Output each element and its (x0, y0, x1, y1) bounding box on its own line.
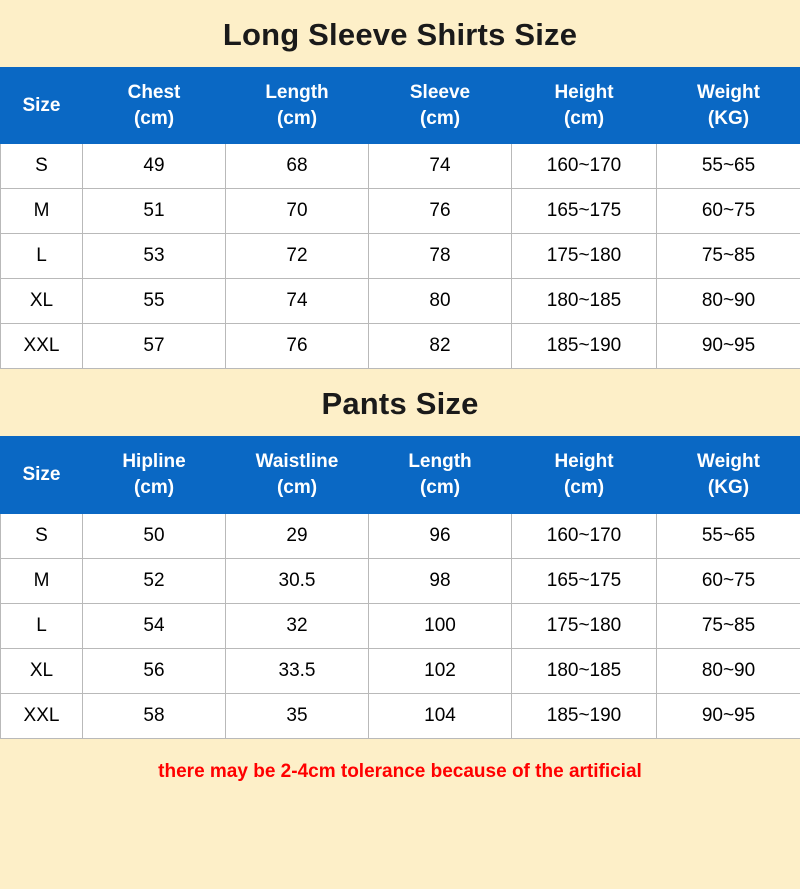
column-header-unit: (cm) (563, 107, 605, 129)
tolerance-note: there may be 2-4cm tolerance because of the artificial (0, 739, 800, 889)
column-header-hipline (83, 437, 226, 513)
cell-hipline: 56 (83, 648, 226, 693)
cell-length: 104 (369, 693, 512, 738)
table-row (1, 234, 800, 279)
column-header-unit: (cm) (276, 476, 318, 498)
table-row (1, 513, 800, 558)
cell-height: 175~180 (512, 603, 657, 648)
cell-height: 160~170 (512, 144, 657, 189)
cell-size: XXL (1, 324, 83, 369)
cell-size: L (1, 234, 83, 279)
cell-waistline: 29 (226, 513, 369, 558)
column-header-label: Weight (697, 451, 760, 473)
cell-hipline: 52 (83, 558, 226, 603)
cell-weight: 90~95 (657, 693, 800, 738)
cell-size: S (1, 513, 83, 558)
cell-weight: 55~65 (657, 144, 800, 189)
cell-chest: 53 (83, 234, 226, 279)
column-header-label: Height (554, 82, 614, 103)
shirts-title: Long Sleeve Shirts Size (0, 0, 800, 67)
column-header-unit: (cm) (276, 107, 318, 129)
cell-hipline: 58 (83, 693, 226, 738)
table-row (1, 189, 800, 234)
cell-chest: 57 (83, 324, 226, 369)
table-row (1, 693, 800, 738)
column-header-weight (657, 437, 800, 513)
column-header-unit: (cm) (563, 476, 605, 498)
cell-size: S (1, 144, 83, 189)
cell-weight: 80~90 (657, 279, 800, 324)
column-header-label: Waistline (255, 451, 339, 473)
cell-waistline: 33.5 (226, 648, 369, 693)
table-row (1, 279, 800, 324)
column-header-unit: (cm) (419, 476, 461, 498)
cell-size: L (1, 603, 83, 648)
column-header-label: Chest (127, 82, 181, 103)
cell-sleeve: 80 (369, 279, 512, 324)
cell-height: 180~185 (512, 279, 657, 324)
column-header-label: Height (554, 451, 614, 473)
column-header-label: Size (22, 94, 61, 116)
cell-sleeve: 76 (369, 189, 512, 234)
column-header-length (226, 68, 369, 144)
pants-size-table (0, 436, 800, 738)
cell-size: XL (1, 279, 83, 324)
table-header-row (1, 437, 800, 513)
cell-weight: 60~75 (657, 558, 800, 603)
column-header-unit: (KG) (707, 476, 750, 498)
column-header-label: Hipline (122, 451, 186, 473)
cell-size: XXL (1, 693, 83, 738)
cell-length: 96 (369, 513, 512, 558)
cell-chest: 51 (83, 189, 226, 234)
table-row (1, 558, 800, 603)
cell-waistline: 32 (226, 603, 369, 648)
cell-height: 165~175 (512, 558, 657, 603)
cell-length: 76 (226, 324, 369, 369)
cell-length: 68 (226, 144, 369, 189)
cell-size: M (1, 558, 83, 603)
column-header-label: Sleeve (409, 82, 471, 103)
cell-weight: 80~90 (657, 648, 800, 693)
table-row (1, 144, 800, 189)
cell-size: M (1, 189, 83, 234)
cell-weight: 75~85 (657, 603, 800, 648)
cell-weight: 90~95 (657, 324, 800, 369)
cell-weight: 55~65 (657, 513, 800, 558)
cell-chest: 49 (83, 144, 226, 189)
column-header-unit: (KG) (707, 107, 750, 129)
table-row (1, 603, 800, 648)
column-header-unit: (cm) (133, 476, 175, 498)
cell-weight: 60~75 (657, 189, 800, 234)
table-header-row (1, 68, 800, 144)
table-row (1, 324, 800, 369)
column-header-size (1, 68, 83, 144)
cell-height: 160~170 (512, 513, 657, 558)
pants-title: Pants Size (0, 369, 800, 436)
cell-hipline: 54 (83, 603, 226, 648)
column-header-label: Size (22, 464, 61, 486)
cell-waistline: 30.5 (226, 558, 369, 603)
column-header-height (512, 68, 657, 144)
cell-length: 74 (226, 279, 369, 324)
cell-length: 98 (369, 558, 512, 603)
column-header-label: Length (408, 451, 472, 473)
cell-length: 70 (226, 189, 369, 234)
column-header-chest (83, 68, 226, 144)
column-header-label: Length (265, 82, 329, 103)
cell-height: 165~175 (512, 189, 657, 234)
cell-height: 175~180 (512, 234, 657, 279)
column-header-label: Weight (697, 82, 760, 103)
column-header-unit: (cm) (419, 107, 461, 129)
cell-chest: 55 (83, 279, 226, 324)
cell-sleeve: 82 (369, 324, 512, 369)
column-header-weight (657, 68, 800, 144)
table-row (1, 648, 800, 693)
column-header-length (369, 437, 512, 513)
column-header-height (512, 437, 657, 513)
cell-sleeve: 74 (369, 144, 512, 189)
cell-height: 185~190 (512, 324, 657, 369)
cell-sleeve: 78 (369, 234, 512, 279)
cell-length: 100 (369, 603, 512, 648)
cell-length: 102 (369, 648, 512, 693)
column-header-unit: (cm) (133, 107, 175, 129)
cell-hipline: 50 (83, 513, 226, 558)
column-header-waistline (226, 437, 369, 513)
cell-waistline: 35 (226, 693, 369, 738)
cell-height: 180~185 (512, 648, 657, 693)
cell-length: 72 (226, 234, 369, 279)
column-header-size (1, 437, 83, 513)
column-header-sleeve (369, 68, 512, 144)
cell-size: XL (1, 648, 83, 693)
shirts-size-table (0, 67, 800, 369)
cell-height: 185~190 (512, 693, 657, 738)
cell-weight: 75~85 (657, 234, 800, 279)
